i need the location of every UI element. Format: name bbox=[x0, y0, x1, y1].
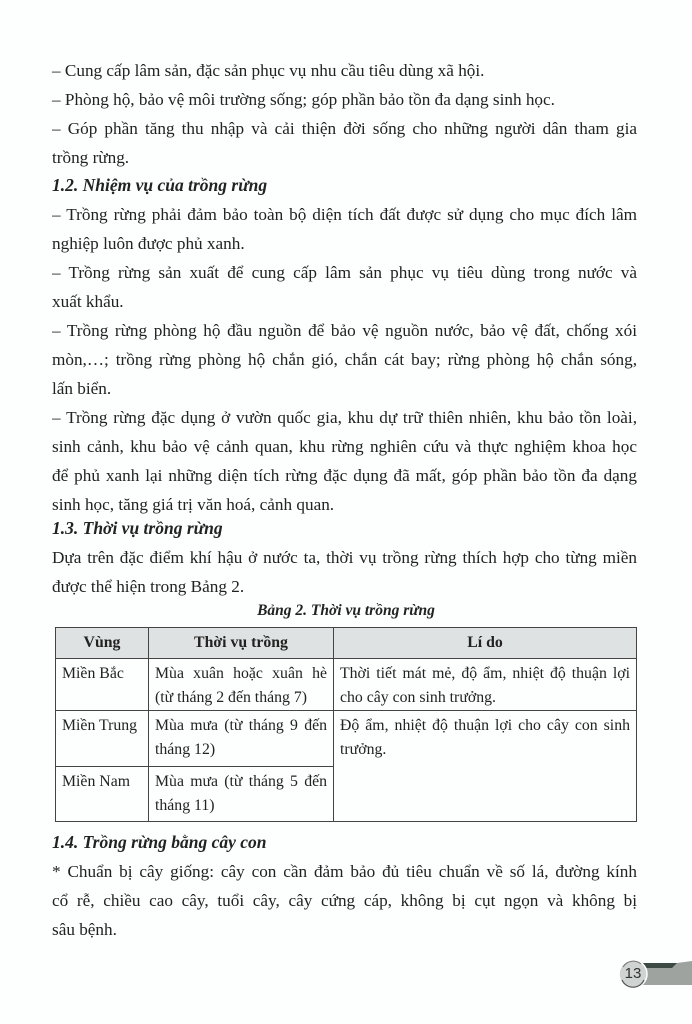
header-reason: Lí do bbox=[334, 628, 637, 659]
paragraph-line: được thể hiện trong Bảng 2. bbox=[52, 577, 245, 596]
bullet-line: trồng rừng. bbox=[52, 148, 130, 167]
cell-season: Mùa xuân hoặc xuân hè (từ tháng 2 đến tháng 7) bbox=[149, 659, 334, 711]
cell-region: Miền Trung bbox=[56, 711, 149, 767]
paragraph-line: * Chuẩn bị cây giống: cây con cần đảm bảo đủ tiêu chuẩn về số lá, đường kính bbox=[52, 862, 637, 881]
intro-bullets bbox=[52, 56, 637, 172]
planting-season-table bbox=[55, 627, 637, 822]
header-region: Vùng bbox=[56, 628, 149, 659]
bullet-line: – Trồng rừng phải đảm bảo toàn bộ diện tích đất được sử dụng cho mục đích lâm bbox=[52, 205, 637, 224]
bullet-line: sinh cảnh, khu bảo vệ cảnh quan, khu rừng nghiên cứu và thực nghiệm khoa học bbox=[52, 437, 637, 456]
cell-region: Miền Bắc bbox=[56, 659, 149, 711]
table-row bbox=[56, 711, 637, 767]
section-heading-1-3: 1.3. Thời vụ trồng rừng bbox=[52, 518, 223, 538]
table-row bbox=[56, 659, 637, 711]
bullet-line: – Góp phần tăng thu nhập và cải thiện đời sống cho những người dân tham gia bbox=[52, 119, 637, 138]
paragraph-line: Dựa trên đặc điểm khí hậu ở nước ta, thời vụ trồng rừng thích hợp cho từng miền bbox=[52, 548, 637, 567]
bullet-line: xuất khẩu. bbox=[52, 292, 124, 311]
bullet-line: để phủ xanh lại những diện tích rừng đặc dụng đã mất, góp phần bảo tồn đa dạng bbox=[52, 466, 637, 485]
page-number-badge bbox=[617, 958, 692, 990]
table-header-row bbox=[56, 628, 637, 659]
page-number: 13 bbox=[624, 965, 642, 982]
cell-season: Mùa mưa (từ tháng 5 đến tháng 11) bbox=[149, 767, 334, 822]
paragraph-line: cổ rễ, chiều cao cây, tuổi cây, cây cứng cáp, không bị cụt ngọn và không bị bbox=[52, 891, 637, 910]
paragraph-line: sâu bệnh. bbox=[52, 920, 117, 939]
bullet-line: sinh học, tăng giá trị văn hoá, cảnh quan. bbox=[52, 495, 335, 514]
bullet-line: – Phòng hộ, bảo vệ môi trường sống; góp phần bảo tồn đa dạng sinh học. bbox=[52, 90, 555, 109]
cell-reason: Độ ẩm, nhiệt độ thuận lợi cho cây con sinh trưởng. bbox=[334, 711, 637, 822]
section-1-2-bullets bbox=[52, 200, 637, 519]
section-1-3-paragraph bbox=[52, 543, 637, 601]
cell-region: Miền Nam bbox=[56, 767, 149, 822]
cell-reason: Thời tiết mát mẻ, độ ẩm, nhiệt độ thuận lợi cho cây con sinh trưởng. bbox=[334, 659, 637, 711]
bullet-line: – Cung cấp lâm sản, đặc sản phục vụ nhu cầu tiêu dùng xã hội. bbox=[52, 61, 485, 80]
section-1-4-paragraph bbox=[52, 857, 637, 944]
table-caption: Bảng 2. Thời vụ trồng rừng bbox=[257, 602, 435, 619]
section-heading-1-2: 1.2. Nhiệm vụ của trồng rừng bbox=[52, 175, 268, 195]
bullet-line: – Trồng rừng sản xuất để cung cấp lâm sản phục vụ tiêu dùng trong nước và bbox=[52, 263, 637, 282]
bullet-line: mòn,…; trồng rừng phòng hộ chắn gió, chắn cát bay; rừng phòng hộ chắn sóng, bbox=[52, 350, 637, 369]
bullet-line: – Trồng rừng đặc dụng ở vườn quốc gia, khu dự trữ thiên nhiên, khu bảo tồn loài, bbox=[52, 408, 637, 427]
cell-season: Mùa mưa (từ tháng 9 đến tháng 12) bbox=[149, 711, 334, 767]
section-heading-1-4: 1.4. Trồng rừng bằng cây con bbox=[52, 832, 267, 852]
bullet-line: lấn biển. bbox=[52, 379, 112, 398]
bullet-line: – Trồng rừng phòng hộ đầu nguồn để bảo vệ nguồn nước, bảo vệ đất, chống xói bbox=[52, 321, 637, 340]
header-season: Thời vụ trồng bbox=[149, 628, 334, 659]
bullet-line: nghiệp luôn được phủ xanh. bbox=[52, 234, 245, 253]
